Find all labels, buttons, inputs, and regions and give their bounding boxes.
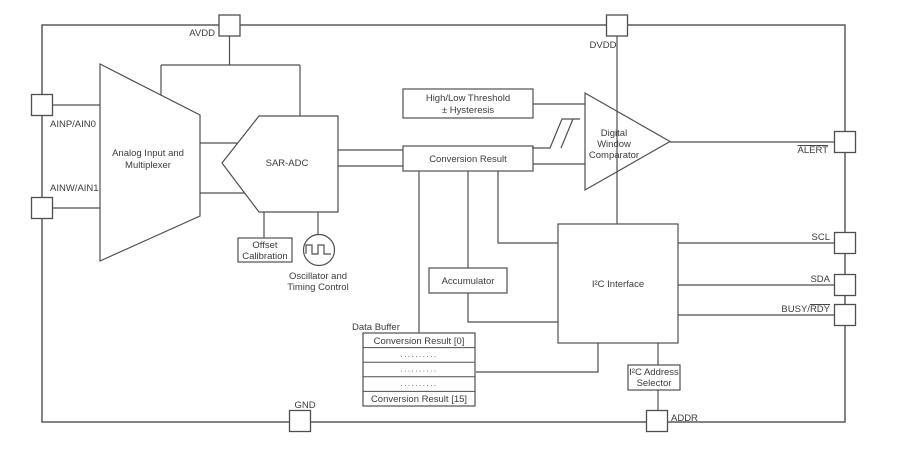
comparator-label-line3: Comparator <box>588 150 640 161</box>
pin-alert-label: ALERT <box>797 145 828 156</box>
pin-sda <box>835 275 856 296</box>
pin-busy-label-prefix: BUSY/ <box>781 304 810 315</box>
i2c-addr-selector-label-line2: Selector <box>636 378 672 389</box>
pin-addr-label: ADDR <box>671 413 698 424</box>
comparator-label-line1: Digital <box>600 128 628 139</box>
pin-avdd-label: AVDD <box>189 28 215 39</box>
pin-gnd <box>290 411 311 432</box>
i2c-addr-selector-label-line1: I²C Address <box>629 367 679 378</box>
accumulator-label: Accumulator <box>441 276 495 287</box>
pin-dvdd <box>607 15 628 36</box>
hysteresis-icon <box>532 119 580 148</box>
pin-ainp-label: AINP/AIN0 <box>50 119 96 130</box>
data-buffer-title: Data Buffer <box>352 322 400 333</box>
comparator-label-line2: Window <box>597 139 631 150</box>
pin-ainw-ain1 <box>32 198 53 219</box>
mux-label-line2: Multiplexer <box>125 160 171 171</box>
pin-alert <box>835 132 856 153</box>
pin-ainp-ain0 <box>32 95 53 116</box>
hysteresis-icon-stroke1 <box>532 119 580 148</box>
data-buffer-row: Conversion Result [15] <box>370 394 468 405</box>
pin-scl-label: SCL <box>811 232 830 243</box>
oscillator-label-line1: Oscillator and <box>288 271 348 282</box>
pin-scl <box>835 233 856 254</box>
offset-cal-label-line1: Offset <box>252 240 278 251</box>
pin-addr <box>647 411 668 432</box>
conversion-result-label: Conversion Result <box>429 154 507 165</box>
pin-rdy-label-overline: RDY <box>809 304 830 315</box>
pin-gnd-label: GND <box>294 400 316 411</box>
offset-cal-label-line2: Calibration <box>242 251 288 262</box>
pin-busy-rdy-label <box>781 304 830 315</box>
pin-sda-label: SDA <box>810 274 830 285</box>
data-buffer-row: Conversion Result [0] <box>373 336 465 347</box>
data-buffer-row: .......... <box>400 364 438 374</box>
threshold-label-line2: ± Hysteresis <box>441 105 495 116</box>
hysteresis-icon-stroke2 <box>561 119 573 148</box>
block-oscillator <box>304 235 335 266</box>
oscillator-label-line2: Timing Control <box>287 282 349 293</box>
sar-adc-label: SAR-ADC <box>265 158 309 169</box>
threshold-label-line1: High/Low Threshold <box>425 93 511 104</box>
data-buffer-row: .......... <box>400 350 438 359</box>
wire-accumulator-i2c <box>468 293 558 322</box>
pin-dvdd-label: DVDD <box>589 40 617 51</box>
wire-result-i2c <box>498 171 558 243</box>
pin-ainw-label: AINW/AIN1 <box>50 183 99 194</box>
mux-label-line1: Analog Input and <box>112 148 184 159</box>
pin-busy-rdy <box>835 305 856 326</box>
i2c-interface-label: I²C Interface <box>591 279 645 290</box>
data-buffer-row: .......... <box>400 379 438 388</box>
pin-avdd <box>219 15 240 36</box>
data-buffer-table <box>363 333 475 406</box>
wire-i2c-buffer <box>476 343 598 372</box>
